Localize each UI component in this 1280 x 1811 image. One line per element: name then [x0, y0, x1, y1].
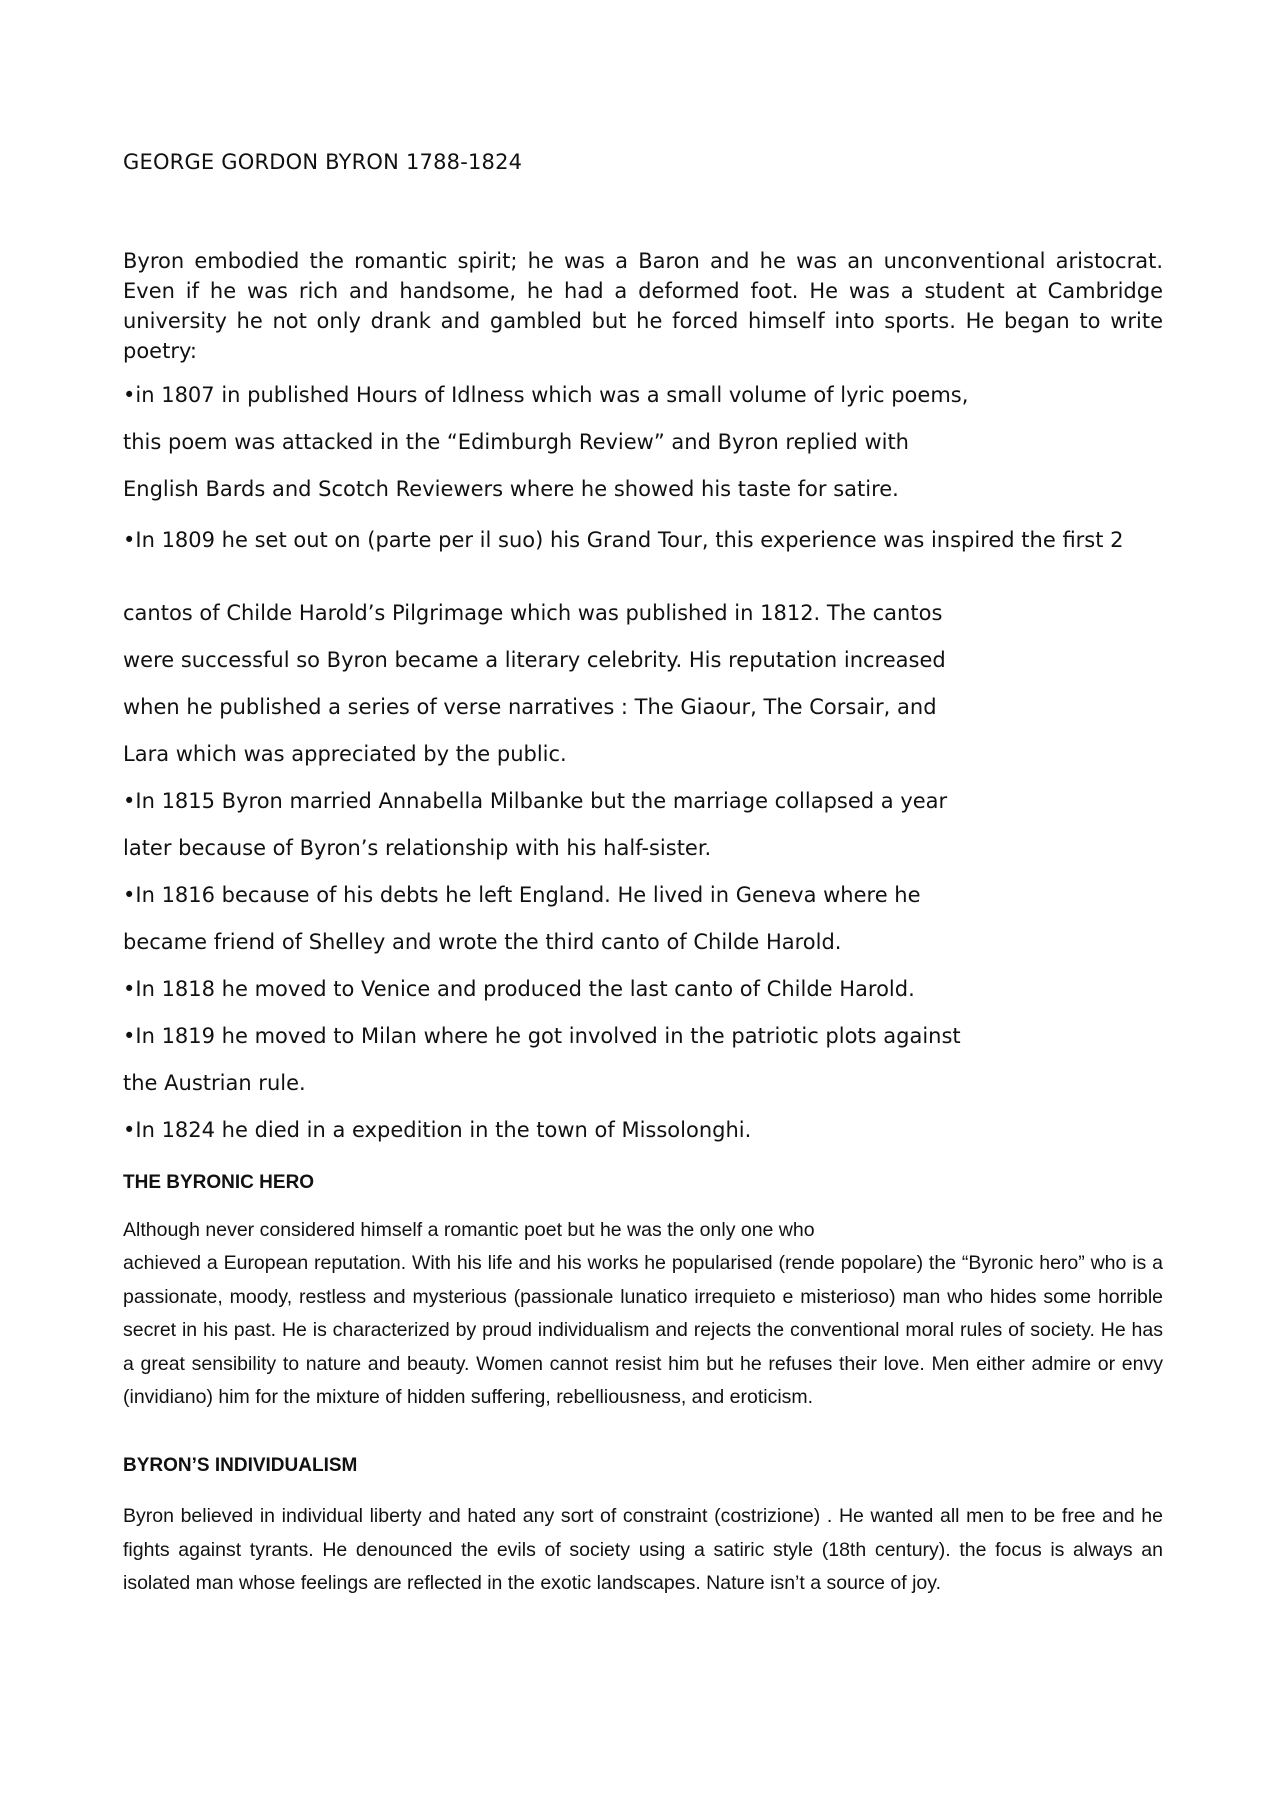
- individualism-heading: BYRON’S INDIVIDUALISM: [123, 1455, 358, 1476]
- timeline-line: this poem was attacked in the “Edimburgh Review” and Byron replied with: [123, 430, 909, 454]
- timeline-line: became friend of Shelley and wrote the third canto of Childe Harold.: [123, 930, 842, 954]
- timeline-line: later because of Byron’s relationship with his half-sister.: [123, 836, 712, 860]
- byronic-hero-heading: THE BYRONIC HERO: [123, 1172, 315, 1193]
- timeline-line: the Austrian rule.: [123, 1071, 306, 1095]
- timeline-line: Lara which was appreciated by the public.: [123, 742, 567, 766]
- timeline-line: English Bards and Scotch Reviewers where he showed his taste for satire.: [123, 477, 899, 501]
- timeline-line: •In 1818 he moved to Venice and produced the last canto of Childe Harold.: [123, 977, 915, 1001]
- document-title: GEORGE GORDON BYRON 1788-1824: [123, 150, 523, 174]
- timeline-line: •In 1824 he died in a expedition in the town of Missolonghi.: [123, 1118, 752, 1142]
- timeline-line: when he published a series of verse narratives : The Giaour, The Corsair, and: [123, 695, 937, 719]
- byronic-hero-paragraph: achieved a European reputation. With his life and his works he popularised (rende popolare) the “Byronic hero” who is a passionate, moody, restless and mysterious (passionale lunatico irrequieto e misterioso) man who hides some horrible secret in his past. He is characterized by proud individualism and rejects the conventional moral rules of society. He has a great sensibility to nature and beauty. Women cannot resist him but he refuses their love. Men either admire or envy (invidiano) him for the mixture of hidden suffering, rebelliousness, and eroticism.: [123, 1252, 1163, 1408]
- timeline-line: •In 1819 he moved to Milan where he got involved in the patriotic plots against: [123, 1024, 961, 1048]
- timeline-line: [123, 525, 1163, 555]
- individualism-paragraph: Byron believed in individual liberty and hated any sort of constraint (costrizione) . He wanted all men to be free and he fights against tyrants. He denounced the evils of society using a satiric style (18th century). the focus is always an isolated man whose feelings are reflected in the exotic landscapes. Nature isn’t a source of joy.: [123, 1505, 1163, 1594]
- timeline-line: cantos of Childe Harold’s Pilgrimage which was published in 1812. The cantos: [123, 601, 943, 625]
- timeline-line: •In 1815 Byron married Annabella Milbanke but the marriage collapsed a year: [123, 789, 948, 813]
- intro-paragraph: Byron embodied the romantic spirit; he was a Baron and he was an unconventional aristocrat. Even if he was rich and handsome, he had a deformed foot. He was a student at Cambridge university he not only drank and gambled but he forced himself into sports. He began to write poetry:: [123, 249, 1163, 363]
- timeline-line: •In 1816 because of his debts he left England. He lived in Geneva where he: [123, 883, 921, 907]
- timeline-line-1809: •In 1809 he set out on (parte per il suo) his Grand Tour, this experience was inspired the first 2: [123, 528, 1124, 552]
- timeline-line: •in 1807 in published Hours of Idlness which was a small volume of lyric poems,: [123, 383, 969, 407]
- byronic-hero-first-line: Although never considered himself a romantic poet but he was the only one who: [123, 1219, 815, 1241]
- timeline-line: were successful so Byron became a literary celebrity. His reputation increased: [123, 648, 946, 672]
